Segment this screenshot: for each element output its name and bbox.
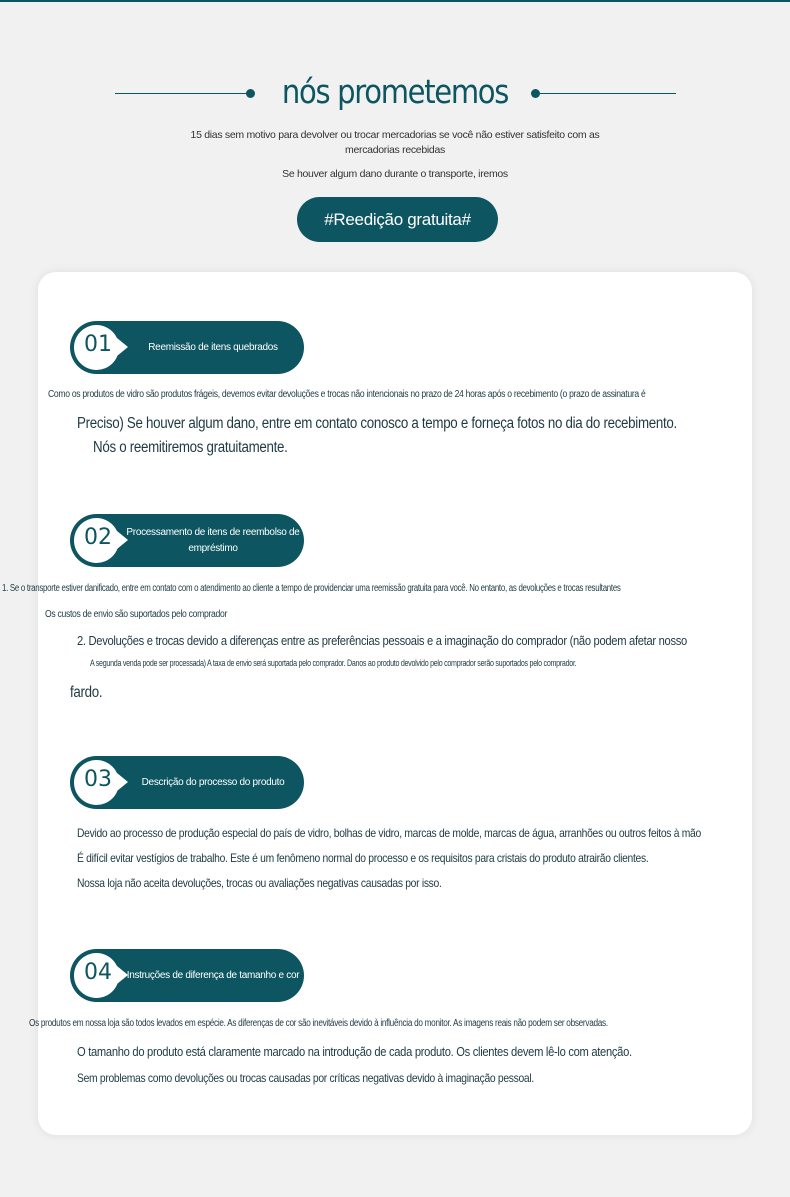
- section-01-line-2: Preciso) Se houver algum dano, entre em contato conosco a tempo e forneça fotos no dia do recebimento.: [77, 415, 677, 432]
- section-badge-02: [70, 514, 304, 567]
- section-02-line-4: A segunda venda pode ser processada) A taxa de envio será suportada pelo comprador. Danos ao produto devolvido pelo comprador serão suportados pelo comprador.: [90, 658, 577, 668]
- section-03-line-1: Devido ao processo de produção especial do país de vidro, bolhas de vidro, marcas de molde, marcas de água, arranhões ou outros feitos à mão: [77, 826, 701, 840]
- subtitle-damage: Se houver algum dano durante o transporte, iremos: [282, 168, 508, 180]
- section-number: 02: [84, 525, 112, 550]
- section-badge-03: [70, 756, 304, 809]
- section-02-line-2: Os custos de envio são suportados pelo comprador: [45, 609, 228, 620]
- section-01-line-3: Nós o reemitiremos gratuitamente.: [93, 439, 288, 456]
- section-title: Instruções de diferença de tamanho e cor: [126, 969, 300, 981]
- section-title: Reemissão de itens quebrados: [148, 341, 278, 353]
- promise-card: [38, 272, 752, 1135]
- section-number: 03: [84, 767, 112, 792]
- title-dot-right: [531, 89, 540, 98]
- section-01-line-1: Como os produtos de vidro são produtos frágeis, devemos evitar devoluções e trocas não intencionais no prazo de 24 horas após o recebimento (o prazo de assinatura é: [48, 389, 646, 400]
- section-02-line-3: 2. Devoluções e trocas devido a diferenças entre as preferências pessoais e a imaginação do comprador (não podem afetar nosso: [77, 633, 687, 648]
- title-rule-left: [115, 93, 250, 94]
- section-04-line-2: O tamanho do produto está claramente marcado na introdução de cada produto. Os clientes devem lê-lo com atenção.: [77, 1044, 632, 1059]
- section-04-line-1: Os produtos em nossa loja são todos levados em espécie. As diferenças de cor são inevitáveis devido à influência do monitor. As imagens reais não podem ser observadas.: [29, 1018, 608, 1029]
- page-title: nós prometemos: [281, 72, 509, 111]
- section-number: 01: [84, 332, 112, 357]
- section-02-line-5: fardo.: [70, 684, 103, 701]
- section-02-line-1: 1. Se o transporte estiver danificado, entre em contato com o atendimento ao cliente a tempo de providenciar uma reemissão gratuita para você. No entanto, as devoluções e trocas resultantes: [2, 583, 621, 594]
- section-04-line-3: Sem problemas como devoluções ou trocas causadas por críticas negativas devido à imaginação pessoal.: [77, 1071, 534, 1085]
- section-title: Processamento de itens de reembolso de empréstimo: [126, 526, 300, 554]
- section-number: 04: [84, 960, 112, 985]
- title-dot-left: [246, 89, 255, 98]
- title-rule-right: [540, 93, 676, 94]
- section-badge-01: [70, 321, 304, 374]
- section-03-line-3: Nossa loja não aceita devoluções, trocas ou avaliações negativas causadas por isso.: [77, 876, 442, 890]
- title-row: [0, 72, 790, 122]
- section-title: Descrição do processo do produto: [141, 776, 285, 788]
- subtitle-returns: 15 dias sem motivo para devolver ou trocar mercadorias se você não estiver satisfeito com as mercadorias recebidas: [190, 129, 600, 156]
- top-border-line: [0, 0, 790, 2]
- section-badge-04: [70, 949, 304, 1002]
- free-reissue-pill: #Reedição gratuita#: [297, 197, 498, 242]
- section-03-line-2: É difícil evitar vestígios de trabalho. Este é um fenômeno normal do processo e os requisitos para cristais do produto atrairão clientes.: [77, 851, 649, 865]
